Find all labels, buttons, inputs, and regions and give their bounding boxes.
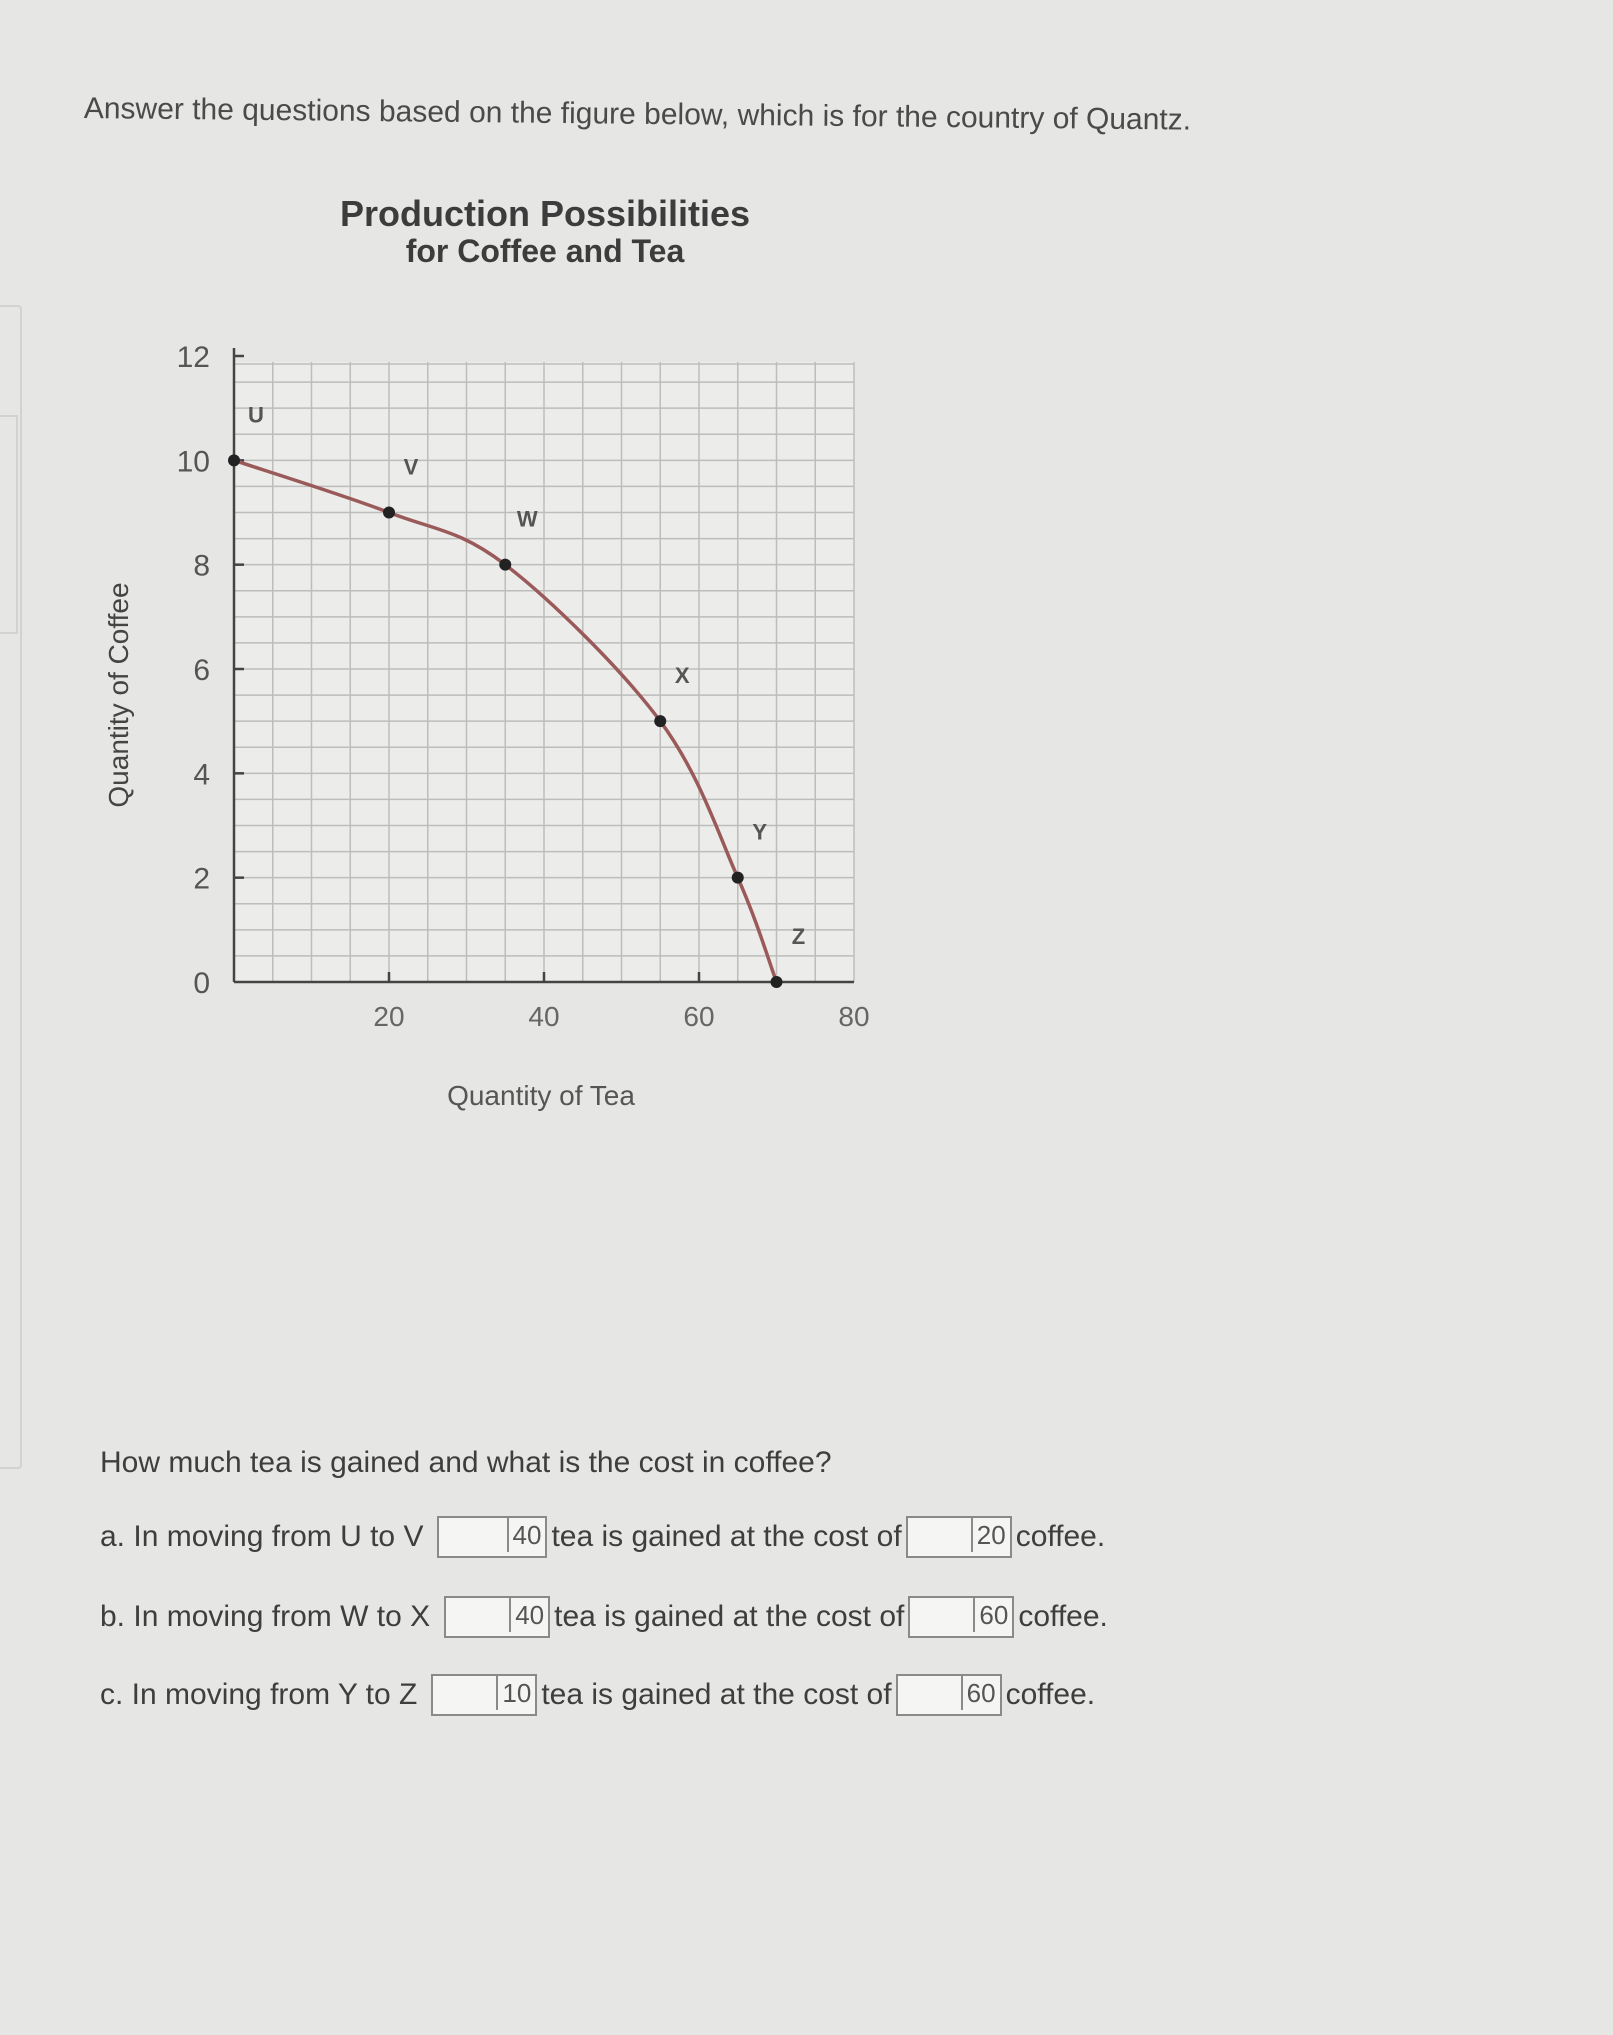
instruction-text: Answer the questions based on the figure below, which is for the country of Quantz. bbox=[83, 92, 1192, 137]
point-label-v: V bbox=[403, 454, 419, 480]
x-tick-label: 60 bbox=[683, 1001, 715, 1032]
question-row-b bbox=[100, 1596, 1108, 1638]
tea-answer-box[interactable] bbox=[431, 1674, 537, 1716]
chart-subtitle: for Coffee and Tea bbox=[405, 233, 685, 269]
y-tick-label: 8 bbox=[193, 549, 210, 583]
tea-answer-box[interactable] bbox=[444, 1596, 550, 1638]
row-tail: coffee. bbox=[1015, 1520, 1106, 1553]
coffee-answer-value: 60 bbox=[973, 1598, 1012, 1632]
tea-answer-box[interactable] bbox=[437, 1516, 547, 1558]
tea-answer-value: 40 bbox=[507, 1518, 546, 1552]
y-tick-label: 0 bbox=[193, 967, 210, 1000]
coffee-answer-box[interactable] bbox=[906, 1516, 1012, 1558]
row-middle: tea is gained at the cost of bbox=[541, 1678, 892, 1711]
y-tick-label: 4 bbox=[193, 758, 210, 792]
y-tick-label: 10 bbox=[176, 445, 210, 479]
point-x bbox=[654, 715, 666, 727]
y-axis-label: Quantity of Coffee bbox=[103, 582, 134, 808]
point-y bbox=[732, 872, 744, 884]
coffee-answer-value: 20 bbox=[971, 1518, 1010, 1552]
coffee-answer-box[interactable] bbox=[908, 1596, 1014, 1638]
row-tail: coffee. bbox=[1018, 1600, 1108, 1633]
tea-answer-value: 10 bbox=[496, 1676, 535, 1710]
x-tick-label: 80 bbox=[838, 1001, 870, 1032]
y-tick-label: 6 bbox=[193, 654, 210, 687]
row-tail: coffee. bbox=[1005, 1678, 1096, 1711]
chart-title: Production Possibilities bbox=[339, 193, 751, 234]
tea-answer-value: 40 bbox=[509, 1598, 548, 1632]
point-v bbox=[383, 507, 395, 519]
x-tick-label: 40 bbox=[528, 1001, 560, 1032]
coffee-answer-box[interactable] bbox=[896, 1674, 1002, 1716]
row-lead: a. In moving from U to V bbox=[100, 1520, 424, 1553]
coffee-answer-value: 60 bbox=[961, 1676, 1000, 1710]
row-middle: tea is gained at the cost of bbox=[554, 1600, 905, 1633]
point-u bbox=[228, 454, 240, 466]
point-label-y: Y bbox=[752, 819, 768, 845]
question-row-a bbox=[100, 1516, 1105, 1558]
row-lead: b. In moving from W to X bbox=[100, 1600, 431, 1633]
point-label-x: X bbox=[674, 663, 690, 689]
question-prompt: How much tea is gained and what is the cost in coffee? bbox=[100, 1446, 832, 1479]
point-w bbox=[499, 559, 511, 571]
row-lead: c. In moving from Y to Z bbox=[100, 1678, 418, 1711]
chart-grid bbox=[234, 362, 854, 982]
point-label-w: W bbox=[516, 506, 538, 532]
row-middle: tea is gained at the cost of bbox=[551, 1520, 902, 1553]
y-tick-label: 12 bbox=[176, 341, 210, 374]
point-label-z: Z bbox=[791, 924, 806, 949]
x-axis-label: Quantity of Tea bbox=[447, 1080, 635, 1111]
y-tick-label: 2 bbox=[193, 862, 210, 896]
point-label-u: U bbox=[248, 402, 264, 428]
question-row-c bbox=[100, 1674, 1095, 1716]
point-z bbox=[771, 976, 783, 988]
x-tick-label: 20 bbox=[373, 1001, 405, 1032]
